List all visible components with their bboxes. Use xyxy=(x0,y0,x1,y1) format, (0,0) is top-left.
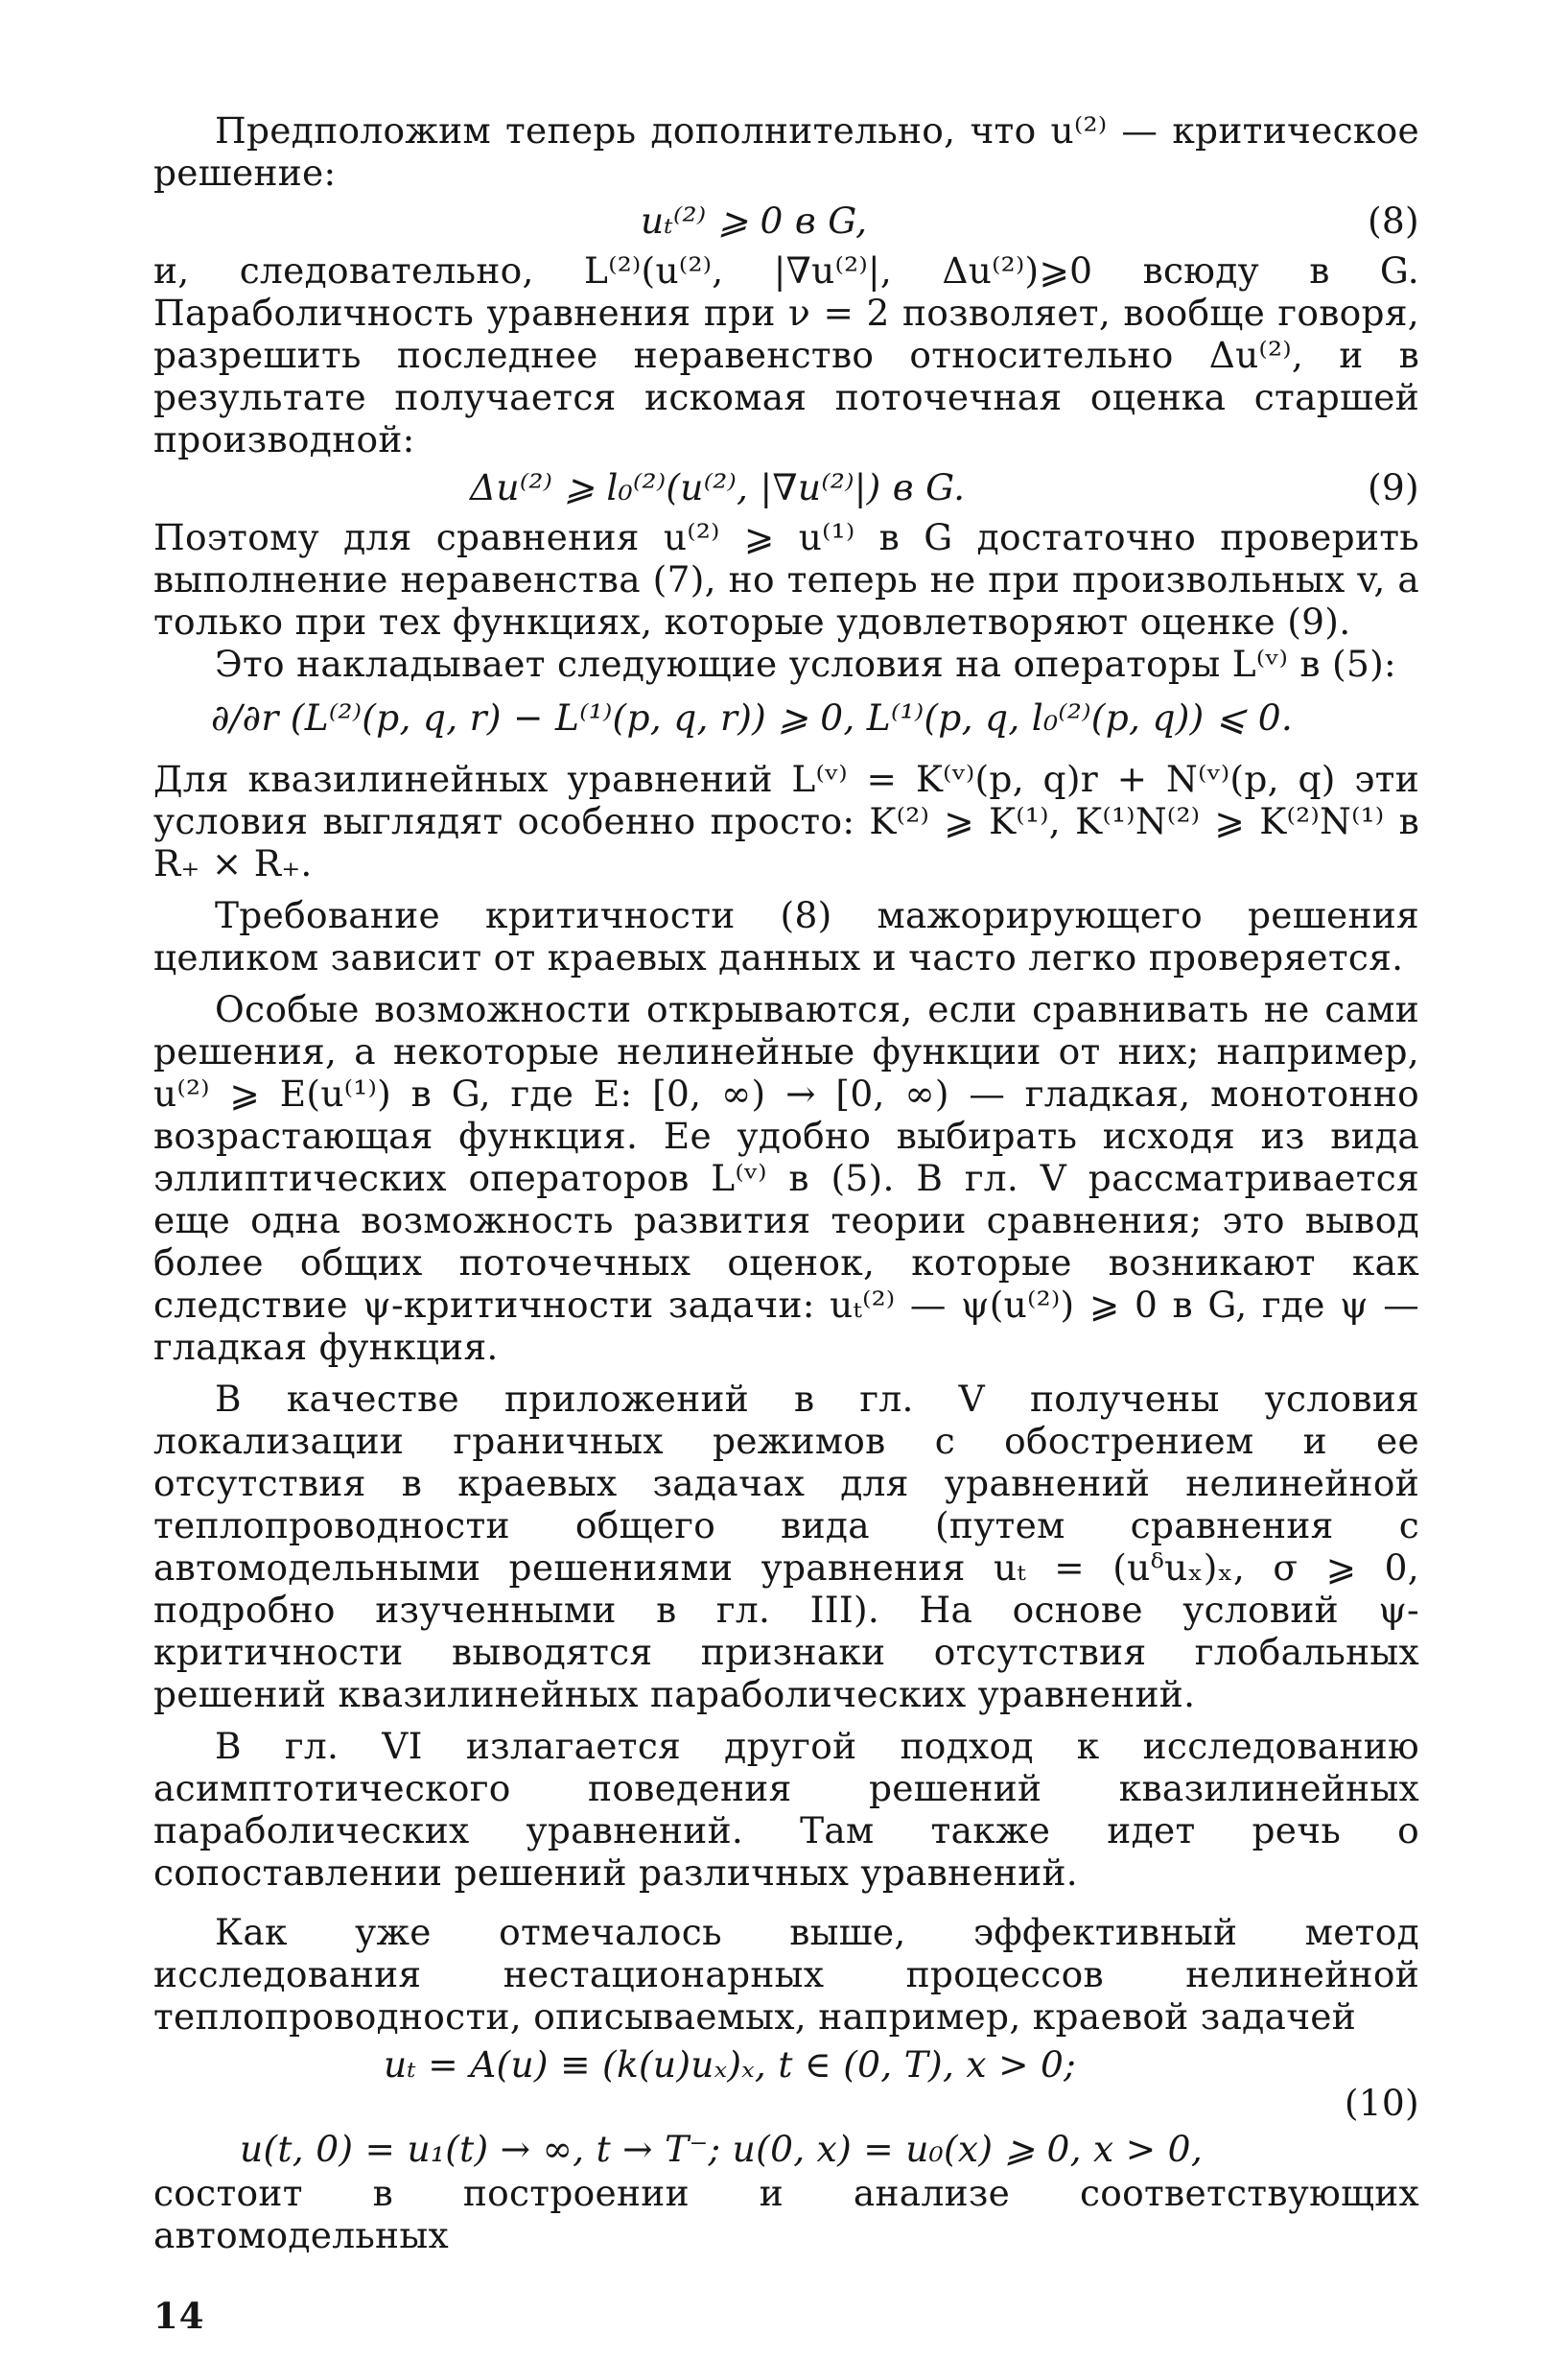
equation-9-formula: Δu⁽²⁾ ⩾ l₀⁽²⁾(u⁽²⁾, |∇u⁽²⁾|) в G. xyxy=(470,466,966,508)
equation-conditions xyxy=(153,685,1419,758)
paragraph-special-possibilities: Особые возможности открываются, если сравнивать не сами решения, а некоторые нелинейные функции от них; например, u⁽²⁾ ⩾ E(u⁽¹⁾) в G, где E: [0, ∞) → [0, ∞) — гладкая, монотонно возрастающая функция. Ее удобно выбирать исходя из вида эллиптических операторов L⁽ᵛ⁾ в (5). В гл. V рассматривается еще одна возможность развития теории сравнения; это вывод более общих поточечных оценок, которые возникают как следствие ψ-критичности задачи: uₜ⁽²⁾ — ψ(u⁽²⁾) ⩾ 0 в G, где ψ — гладкая функция. xyxy=(153,988,1419,1368)
paragraph-quasilinear: Для квазилинейных уравнений L⁽ᵛ⁾ = K⁽ᵛ⁾(p, q)r + N⁽ᵛ⁾(p, q) эти условия выглядят особенно просто: K⁽²⁾ ⩾ K⁽¹⁾, K⁽¹⁾N⁽²⁾ ⩾ K⁽²⁾N⁽¹⁾ в R₊ × R₊. xyxy=(153,758,1419,884)
paragraph-parabolicity: и, следовательно, L⁽²⁾(u⁽²⁾, |∇u⁽²⁾|, Δu⁽²⁾)⩾0 всюду в G. Параболичность уравнения при ν = 2 позволяет, вообще говоря, разрешить последнее неравенство относительно Δu⁽²⁾, и в результате получается искомая поточечная оценка старшей производной: xyxy=(153,249,1419,460)
paragraph-critical-solution: Предположим теперь дополнительно, что u⁽²⁾ — критическое решение: xyxy=(153,109,1419,194)
equation-10-line-1: uₜ = A(u) ≡ (k(u)uₓ)ₓ, t ∈ (0, T), x > 0; xyxy=(384,2043,1077,2086)
equation-8 xyxy=(153,194,1419,249)
paragraph-comparison: Поэтому для сравнения u⁽²⁾ ⩾ u⁽¹⁾ в G достаточно проверить выполнение неравенства (7), но теперь не при произвольных v, а только при тех функциях, которые удовлетворяют оценке (9). xyxy=(153,516,1419,643)
equation-10-number: (10) xyxy=(1344,2082,1419,2124)
paragraph-criticality-requirement: Требование критичности (8) мажорирующего решения целиком зависит от краевых данных и часто легко проверяется. xyxy=(153,894,1419,979)
page-number: 14 xyxy=(153,2295,205,2337)
paragraph-operator-conditions: Это накладывает следующие условия на операторы L⁽ᵛ⁾ в (5): xyxy=(215,643,1396,685)
paragraph-effective-method: Как уже отмечалось выше, эффективный метод исследования нестационарных процессов нелинейной теплопроводности, описываемых, например, краевой задачей xyxy=(153,1911,1419,2038)
equation-conditions-formula: ∂/∂r (L⁽²⁾(p, q, r) − L⁽¹⁾(p, q, r)) ⩾ 0, L⁽¹⁾(p, q, l₀⁽²⁾(p, q)) ⩽ 0. xyxy=(211,696,1294,739)
text-column xyxy=(153,109,1419,2256)
equation-10 xyxy=(153,2038,1419,2172)
equation-9-number: (9) xyxy=(1367,466,1419,508)
paragraph-chapter-vi: В гл. VI излагается другой подход к исследованию асимптотического поведения решений квазилинейных параболических уравнений. Там также идет речь о сопоставлении решений различных уравнений. xyxy=(153,1725,1419,1894)
equation-10-line-2: u(t, 0) = u₁(t) → ∞, t → T⁻; u(0, x) = u₀(x) ⩾ 0, x > 0, xyxy=(240,2128,1204,2170)
paragraph-applications: В качестве приложений в гл. V получены условия локализации граничных режимов с обострением и ее отсутствия в краевых задачах для уравнений нелинейной теплопроводности общего вида (путем сравнения с автомодельными решениями уравнения uₜ = (uᵟuₓ)ₓ, σ ⩾ 0, подробно изученными в гл. III). На основе условий ψ-критичности выводятся признаки отсутствия глобальных решений квазилинейных параболических уравнений. xyxy=(153,1378,1419,1715)
equation-9 xyxy=(153,460,1419,516)
equation-8-number: (8) xyxy=(1367,200,1419,242)
equation-8-formula: uₜ⁽²⁾ ⩾ 0 в G, xyxy=(641,200,868,242)
paragraph-final-line: состоит в построении и анализе соответствующих автомодельных xyxy=(153,2172,1419,2256)
